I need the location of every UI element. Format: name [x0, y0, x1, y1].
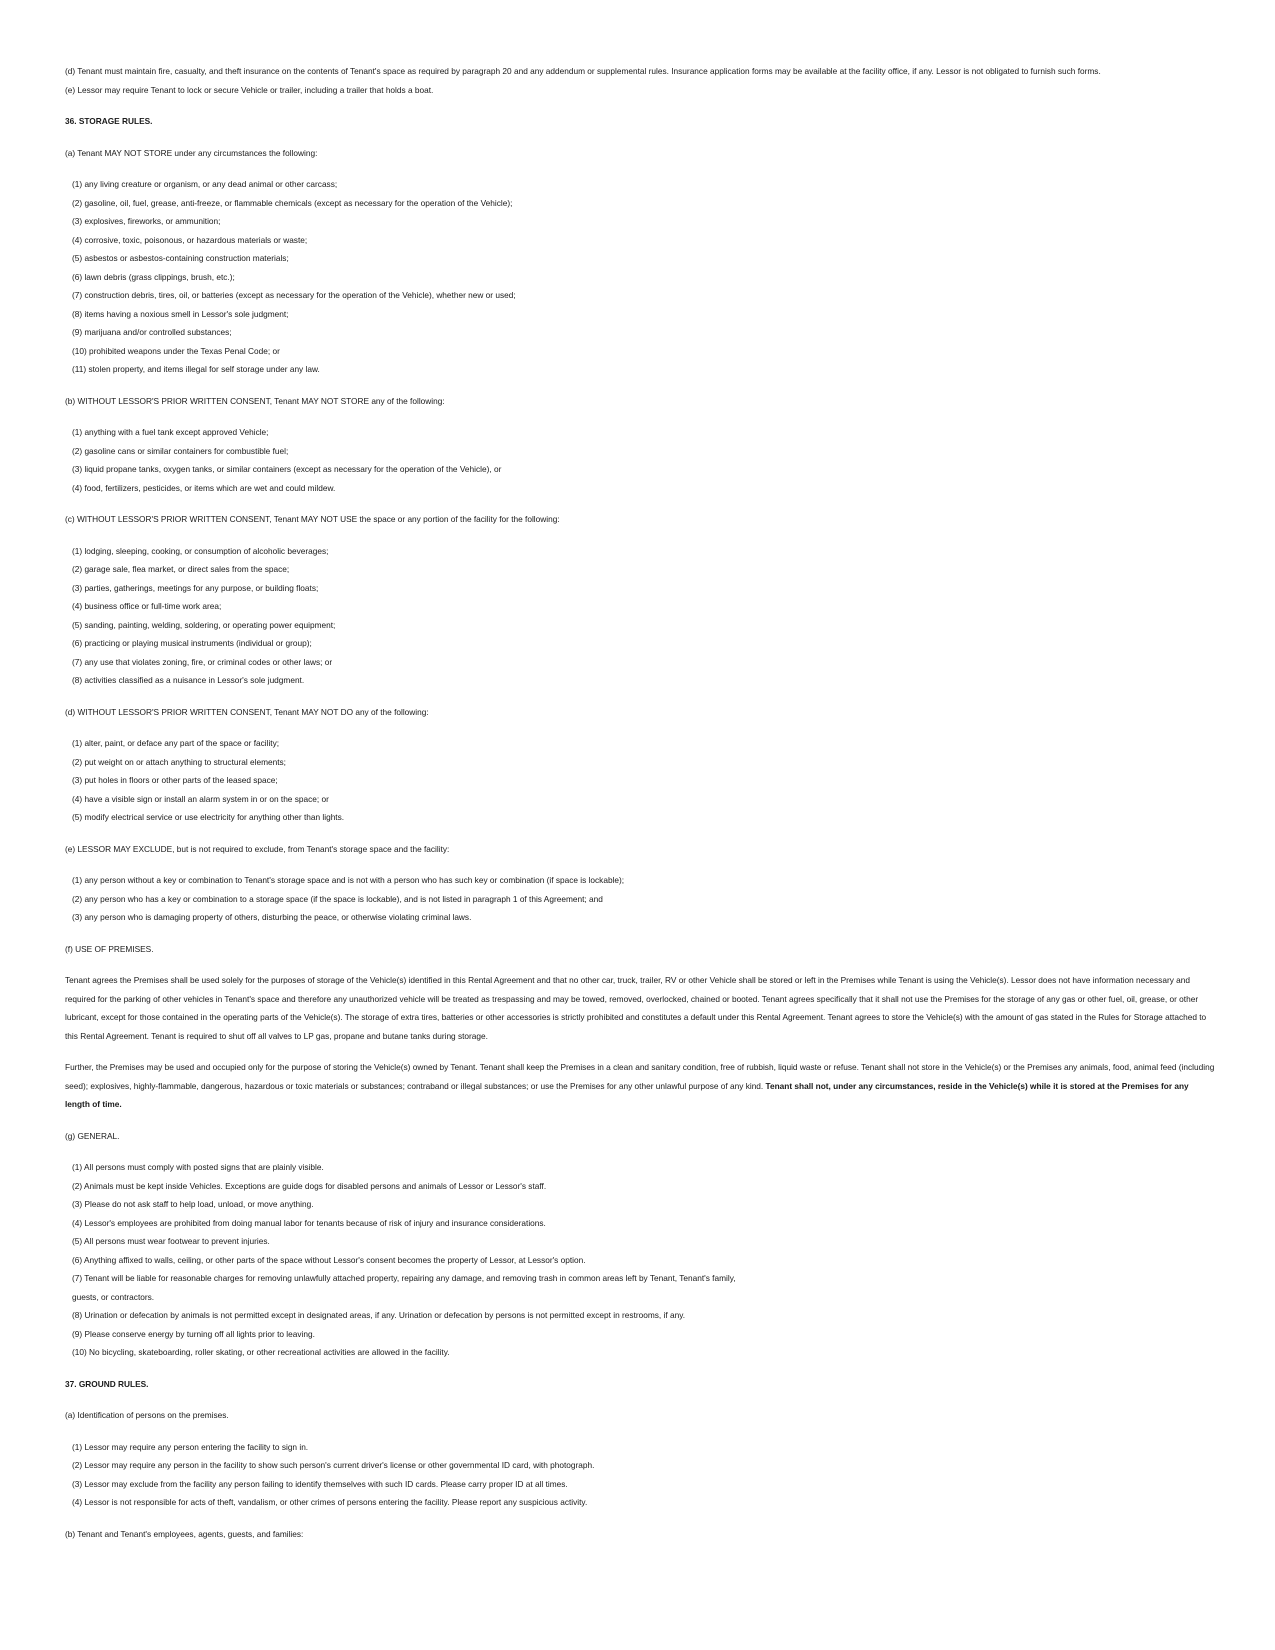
list-item: (4) have a visible sign or install an alarm system in or on the space; or: [72, 793, 329, 804]
list-item: (2) any person who has a key or combination to a storage space (if the space is lockable), and is not listed in paragraph 1 of this Agreement; and: [72, 893, 603, 904]
section-heading-36: 36. STORAGE RULES.: [65, 116, 153, 126]
list-item: (5) asbestos or asbestos-containing construction materials;: [72, 253, 289, 263]
list-item: (7) construction debris, tires, oil, or batteries (except as necessary for the operation of the Vehicle), whether new or used;: [72, 290, 516, 300]
paragraph-36f-2-bold: Tenant shall not, under any circumstances, reside in the Vehicle(s) while it is stored at the Premises for any length of time.: [65, 1080, 1189, 1109]
list-item: (5) modify electrical service or use electricity for anything other than lights.: [72, 812, 345, 822]
list-37a: [65, 1438, 1215, 1512]
list-36g: [65, 1158, 1215, 1362]
document-page: [65, 62, 1215, 1543]
list-item: (1) lodging, sleeping, cooking, or consumption of alcoholic beverages;: [72, 545, 329, 556]
section-heading-37: 37. GROUND RULES.: [65, 1378, 149, 1389]
list-item: (1) Lessor may require any person entering the facility to sign in.: [72, 1441, 309, 1452]
list-item: (7) Tenant will be liable for reasonable charges for removing unlawfully attached property, repairing any damage, and removing trash in common areas left by Tenant, Tenant's family,: [72, 1273, 736, 1283]
list-item: (6) Anything affixed to walls, ceiling, or other parts of the space without Lessor's consent becomes the property of Lessor, at Lessor's option.: [72, 1254, 586, 1265]
list-item: (2) garage sale, flea market, or direct sales from the space;: [72, 564, 290, 574]
list-item: (1) any person without a key or combination to Tenant's storage space and is not with a person who has such key or combination (if space is lockable);: [72, 875, 625, 885]
list-item: (11) stolen property, and items illegal for self storage under any law.: [72, 364, 320, 374]
list-item: (10) prohibited weapons under the Texas Penal Code; or: [72, 345, 280, 356]
list-item: (4) Lessor's employees are prohibited from doing manual labor for tenants because of risk of injury and insurance considerations.: [72, 1217, 546, 1228]
list-item: (3) parties, gatherings, meetings for any purpose, or building floats;: [72, 582, 319, 593]
subsection-37a-intro: (a) Identification of persons on the premises.: [65, 1410, 229, 1420]
list-item: (3) any person who is damaging property of others, disturbing the peace, or otherwise violating criminal laws.: [72, 912, 472, 922]
list-item: (1) anything with a fuel tank except approved Vehicle;: [72, 427, 269, 437]
paragraph-36f-1: Tenant agrees the Premises shall be used solely for the purposes of storage of the Vehicle(s) identified in this Rental Agreement and that no other car, truck, trailer, RV or other Vehicle shall be stored or left in the Premises while Tenant is using the Vehicle(s). Lessor does not have information necessary and required for the parking of other vehicles in Tenant's space and therefore any unauthorized vehicle will be treated as trespassing and may be towed, removed, overlocked, chained or booted. Tenant agrees specifically that it shall not use the Premises for the storage of any gas or other fuel, oil, grease, or other lubricant, except for those contained in the operating parts of the Vehicle(s). The storage of extra tires, batteries or other accessories is strictly prohibited and constitutes a default under this Rental Agreement. Tenant agrees to store the Vehicle(s) with the amount of gas stated in the Rules for Storage attached to this Rental Agreement. Tenant is required to shut off all valves to LP gas, propane and butane tanks during storage.: [65, 975, 1207, 1041]
list-item: (4) corrosive, toxic, poisonous, or hazardous materials or waste;: [72, 234, 308, 245]
list-item: (2) Animals must be kept inside Vehicles. Exceptions are guide dogs for disabled persons and animals of Lessor or Lessor's staff.: [72, 1180, 547, 1191]
list-item: (3) Please do not ask staff to help load, unload, or move anything.: [72, 1199, 314, 1209]
list-item: (3) put holes in floors or other parts of the leased space;: [72, 775, 278, 785]
list-item: (10) No bicycling, skateboarding, roller skating, or other recreational activities are allowed in the facility.: [72, 1347, 450, 1357]
list-item: (5) sanding, painting, welding, soldering, or operating power equipment;: [72, 619, 336, 630]
paragraph-36f-2: [65, 1058, 1215, 1114]
list-item: (4) Lessor is not responsible for acts of theft, vandalism, or other crimes of persons entering the facility. Please report any suspicious activity.: [72, 1497, 588, 1507]
list-item: guests, or contractors.: [72, 1291, 155, 1302]
subsection-36a-intro: (a) Tenant MAY NOT STORE under any circumstances the following:: [65, 147, 318, 158]
list-item: (2) gasoline, oil, fuel, grease, anti-freeze, or flammable chemicals (except as necessary for the operation of the Vehicle);: [72, 197, 513, 208]
list-item: (6) lawn debris (grass clippings, brush, etc.);: [72, 271, 235, 282]
list-36d: [65, 734, 1215, 827]
list-item: (7) any use that violates zoning, fire, or criminal codes or other laws; or: [72, 656, 333, 667]
list-item: (9) Please conserve energy by turning off all lights prior to leaving.: [72, 1328, 315, 1339]
paragraph-35d: (d) Tenant must maintain fire, casualty, and theft insurance on the contents of Tenant's space as required by paragraph 20 and any addendum or supplemental rules. Insurance application forms may be available at the facility office, if any. Lessor is not obligated to furnish such forms.: [65, 66, 1101, 76]
subsection-36c-intro: (c) WITHOUT LESSOR'S PRIOR WRITTEN CONSENT, Tenant MAY NOT USE the space or any portion of the facility for the following:: [65, 514, 560, 524]
list-item: (6) practicing or playing musical instruments (individual or group);: [72, 638, 312, 648]
subsection-36g-heading: (g) GENERAL.: [65, 1130, 120, 1141]
list-36c: [65, 542, 1215, 690]
list-item: (3) liquid propane tanks, oxygen tanks, or similar containers (except as necessary for the operation of the Vehicle), or: [72, 464, 502, 474]
list-item: (4) business office or full-time work area;: [72, 601, 222, 611]
subsection-36d-intro: (d) WITHOUT LESSOR'S PRIOR WRITTEN CONSENT, Tenant MAY NOT DO any of the following:: [65, 706, 429, 717]
subsection-36f-heading: (f) USE OF PREMISES.: [65, 943, 154, 954]
list-item: (1) alter, paint, or deface any part of the space or facility;: [72, 738, 280, 748]
list-36a: [65, 175, 1215, 379]
list-item: (1) All persons must comply with posted signs that are plainly visible.: [72, 1162, 324, 1172]
list-item: (2) put weight on or attach anything to structural elements;: [72, 756, 286, 767]
list-36e: [65, 871, 1215, 927]
list-item: (8) activities classified as a nuisance in Lessor's sole judgment.: [72, 675, 305, 685]
subsection-36b-intro: (b) WITHOUT LESSOR'S PRIOR WRITTEN CONSENT, Tenant MAY NOT STORE any of the following:: [65, 395, 445, 406]
list-item: (3) explosives, fireworks, or ammunition;: [72, 216, 221, 226]
subsection-36e-intro: (e) LESSOR MAY EXCLUDE, but is not required to exclude, from Tenant's storage space and the facility:: [65, 843, 450, 854]
list-item: (9) marijuana and/or controlled substances;: [72, 327, 232, 337]
list-item: (2) gasoline cans or similar containers for combustible fuel;: [72, 445, 289, 456]
list-item: (1) any living creature or organism, or any dead animal or other carcass;: [72, 179, 338, 189]
list-item: (5) All persons must wear footwear to prevent injuries.: [72, 1236, 270, 1246]
list-item: (2) Lessor may require any person in the facility to show such person's current driver's license or other governmental ID card, with photograph.: [72, 1460, 595, 1470]
list-item: (4) food, fertilizers, pesticides, or items which are wet and could mildew.: [72, 482, 336, 493]
list-item: (3) Lessor may exclude from the facility any person failing to identify themselves with such ID cards. Please carry proper ID at all times.: [72, 1478, 568, 1489]
paragraph-36f-2-text: Further, the Premises may be used and occupied only for the purpose of storing the Vehicle(s) owned by Tenant. Tenant shall keep the Premises in a clean and sanitary condition, free of rubbish, liquid waste or refuse. Tenant shall not store in the Vehicle(s) or the Premises any animals, food, animal feed (including seed); explosives, highly-flammable, dangerous, hazardous or toxic materials or substances; contraband or illegal substances; or use the Premises for any other unlawful purpose of any kind.: [65, 1062, 1215, 1091]
paragraph-35e: (e) Lessor may require Tenant to lock or secure Vehicle or trailer, including a trailer that holds a boat.: [65, 84, 434, 95]
subsection-37b-intro: (b) Tenant and Tenant's employees, agents, guests, and families:: [65, 1528, 304, 1539]
list-36b: [65, 423, 1215, 497]
list-item: (8) items having a noxious smell in Lessor's sole judgment;: [72, 308, 289, 319]
list-item: (8) Urination or defecation by animals is not permitted except in designated areas, if any. Urination or defecation by persons is not permitted except in restrooms, if any.: [72, 1310, 686, 1320]
